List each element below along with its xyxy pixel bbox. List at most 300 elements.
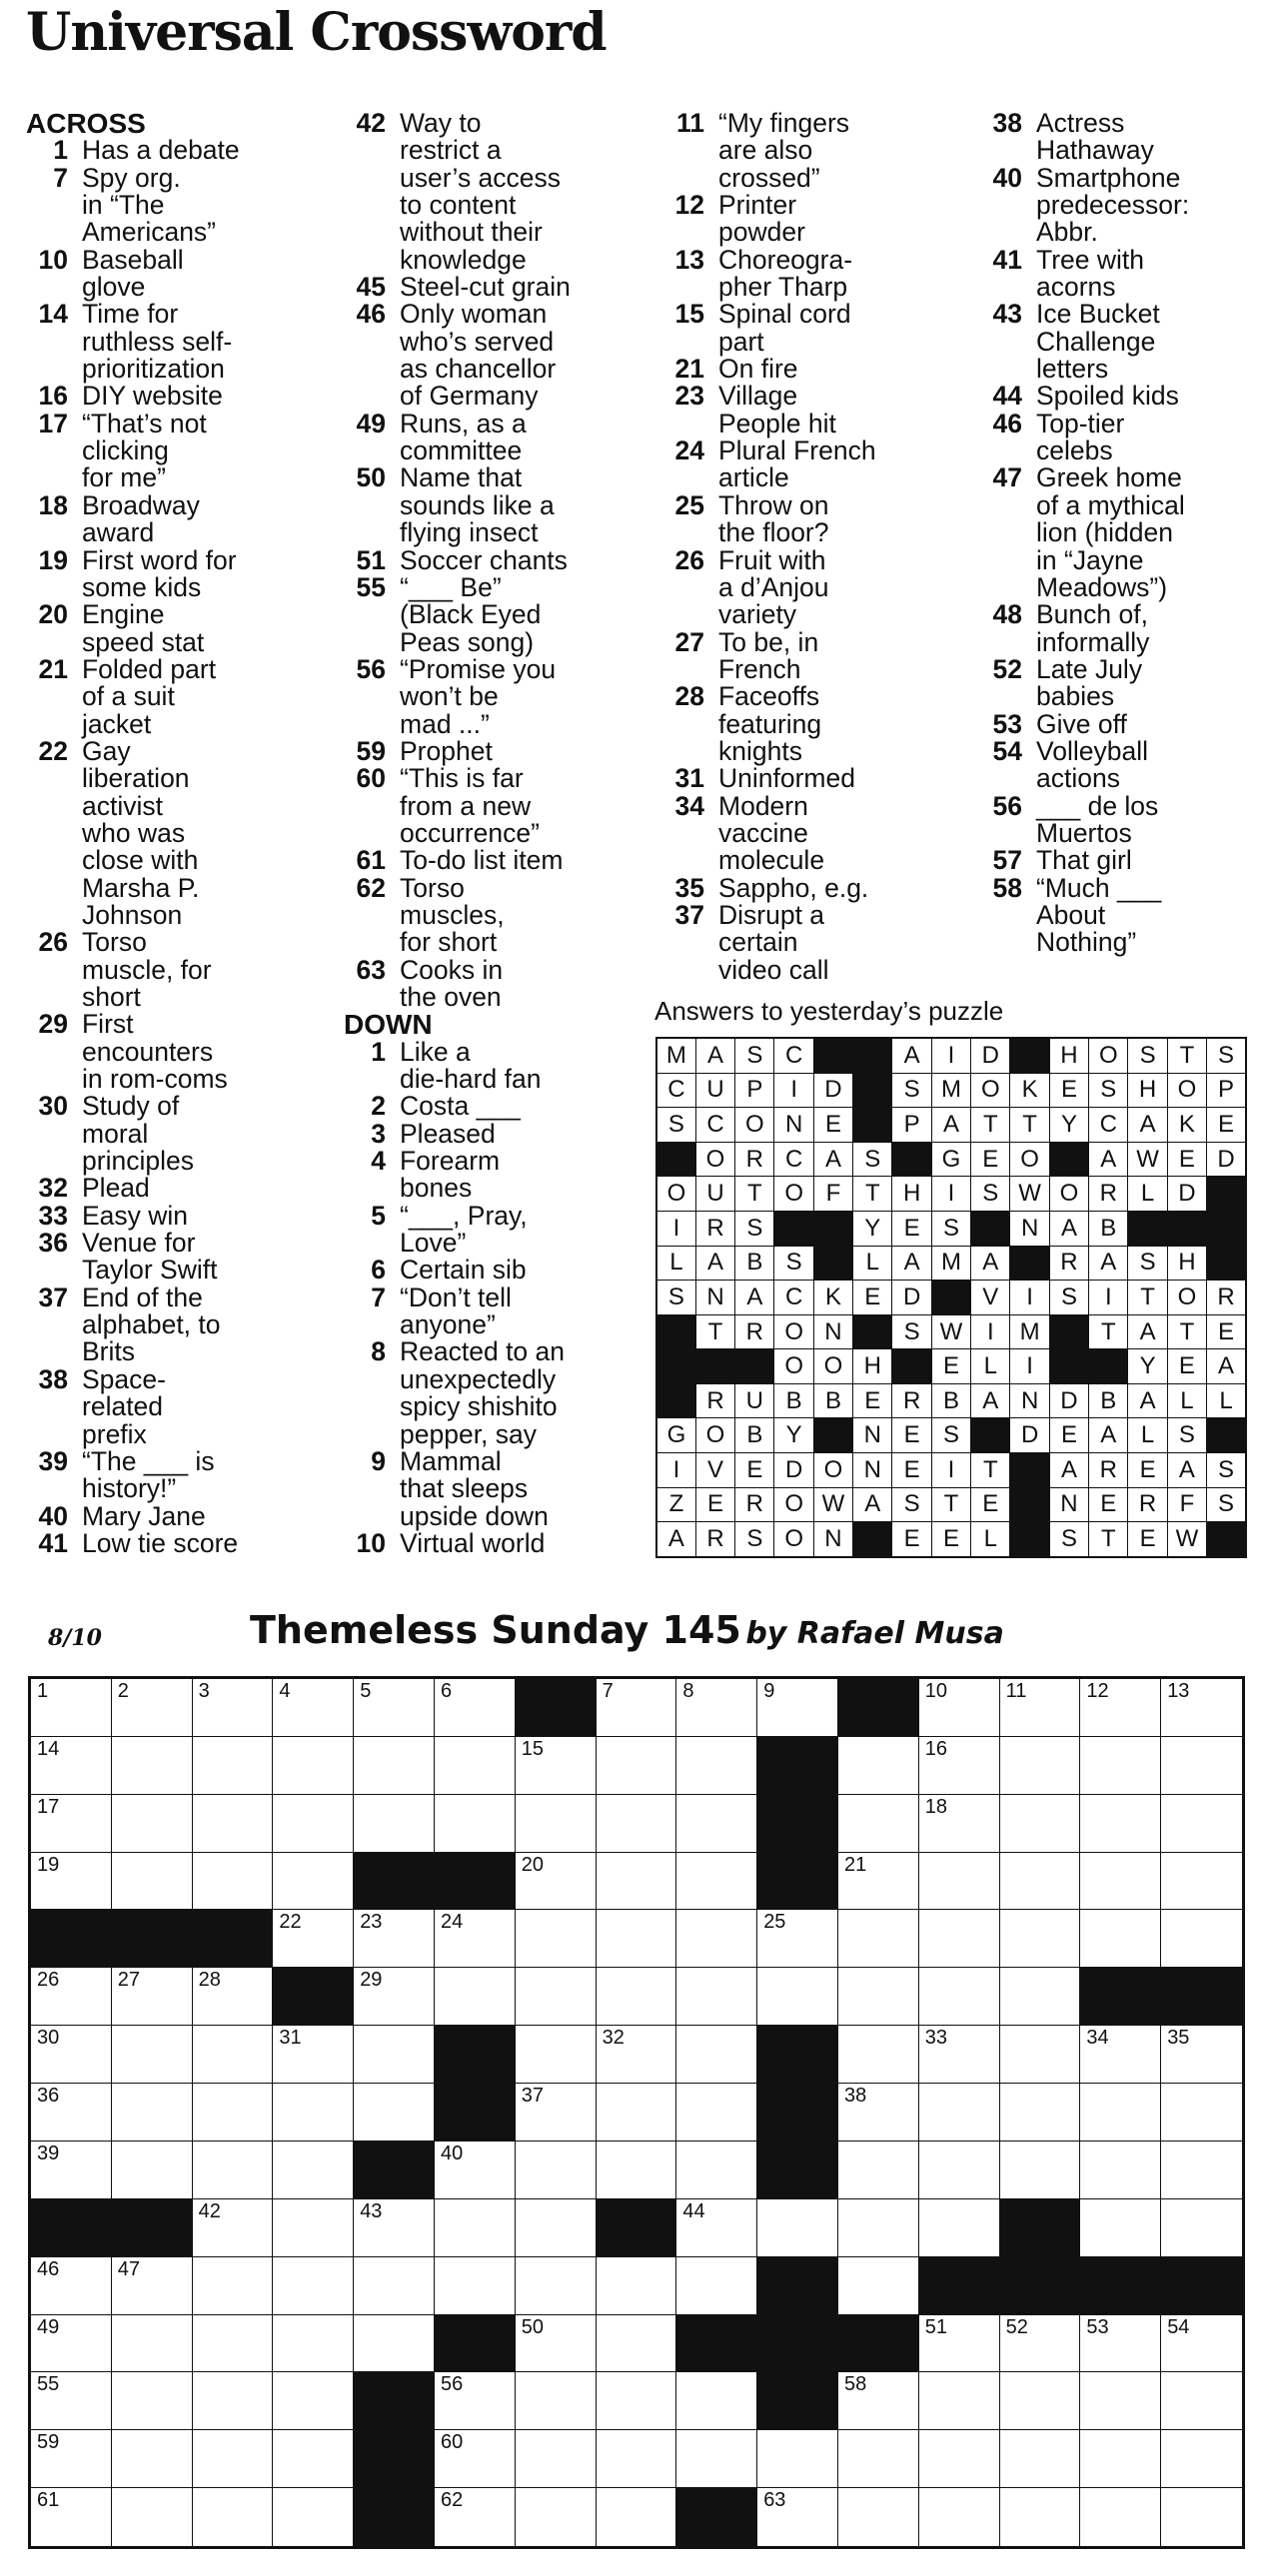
grid-cell[interactable] bbox=[919, 1910, 1000, 1968]
clue-number: 10 bbox=[356, 1527, 386, 1558]
grid-cell[interactable] bbox=[1161, 1795, 1242, 1853]
answer-letter: A bbox=[892, 1038, 931, 1073]
grid-cell[interactable] bbox=[838, 1737, 919, 1795]
grid-cell[interactable] bbox=[597, 1737, 677, 1795]
answer-letter: T bbox=[1167, 1314, 1206, 1349]
grid-cell[interactable] bbox=[354, 1737, 435, 1795]
grid-cell[interactable] bbox=[516, 1795, 597, 1853]
grid-cell[interactable] bbox=[757, 1968, 838, 2026]
grid-cell[interactable] bbox=[919, 2315, 1000, 2373]
answer-letter: A bbox=[1089, 1142, 1128, 1177]
cell-number: 31 bbox=[279, 2027, 302, 2050]
cell-number: 43 bbox=[360, 2199, 383, 2222]
down-clue bbox=[980, 790, 1265, 848]
grid-cell[interactable] bbox=[435, 1968, 516, 2026]
grid-cell[interactable] bbox=[676, 2026, 757, 2084]
grid-cell[interactable] bbox=[1000, 2488, 1081, 2546]
across-clue bbox=[26, 653, 326, 739]
grid-cell[interactable] bbox=[1080, 2488, 1161, 2546]
grid-cell[interactable] bbox=[676, 2142, 757, 2199]
grid-cell[interactable] bbox=[273, 2084, 354, 2142]
answer-letter: E bbox=[1207, 1108, 1246, 1143]
clue-line: “That’s not bbox=[82, 408, 207, 438]
grid-cell[interactable] bbox=[31, 2026, 112, 2084]
grid-cell[interactable] bbox=[676, 1910, 757, 1968]
grid-cell[interactable] bbox=[676, 2199, 757, 2257]
grid-cell[interactable] bbox=[1000, 2315, 1081, 2373]
answer-letter: O bbox=[1010, 1142, 1049, 1177]
grid-cell[interactable] bbox=[1000, 2372, 1081, 2430]
clue-line: “The ___ is bbox=[82, 1445, 215, 1476]
grid-cell[interactable] bbox=[31, 2315, 112, 2373]
grid-cell[interactable] bbox=[1000, 1910, 1081, 1968]
grid-cell[interactable] bbox=[193, 1679, 274, 1737]
down-clue bbox=[344, 1200, 643, 1259]
clue-line: featuring bbox=[718, 708, 822, 739]
grid-cell[interactable] bbox=[838, 1853, 919, 1911]
grid-cell[interactable] bbox=[597, 2488, 677, 2546]
down-clue bbox=[344, 1338, 643, 1447]
answer-letter: C bbox=[1089, 1108, 1128, 1143]
grid-cell[interactable] bbox=[1000, 2430, 1081, 2488]
grid-cell[interactable] bbox=[1080, 1910, 1161, 1968]
grid-cell[interactable] bbox=[1080, 2372, 1161, 2430]
clue-column-1 bbox=[26, 110, 326, 1557]
grid-cell[interactable] bbox=[919, 2026, 1000, 2084]
grid-cell[interactable] bbox=[597, 2084, 677, 2142]
grid-cell[interactable] bbox=[757, 2430, 838, 2488]
clue-text bbox=[82, 1363, 326, 1449]
answer-letter: R bbox=[1089, 1453, 1128, 1488]
grid-cell[interactable] bbox=[838, 2488, 919, 2546]
answer-letter: S bbox=[1128, 1038, 1167, 1073]
clue-line: acorns bbox=[1036, 272, 1116, 303]
clue-number: 51 bbox=[356, 544, 386, 575]
grid-cell[interactable] bbox=[597, 1968, 677, 2026]
grid-cell[interactable] bbox=[273, 1679, 354, 1737]
clue-number: 35 bbox=[674, 872, 704, 903]
answer-letter: S bbox=[1207, 1038, 1246, 1073]
grid-cell[interactable] bbox=[1161, 2142, 1242, 2199]
grid-cell[interactable] bbox=[112, 2372, 193, 2430]
grid-cell[interactable] bbox=[273, 1737, 354, 1795]
clue-line: as chancellor bbox=[400, 354, 557, 385]
clue-text bbox=[400, 1527, 643, 1558]
grid-cell[interactable] bbox=[354, 1795, 435, 1853]
grid-cell[interactable] bbox=[435, 1910, 516, 1968]
clue-column-2 bbox=[344, 110, 643, 1557]
grid-cell[interactable] bbox=[597, 1853, 677, 1911]
answer-black-square bbox=[853, 1038, 892, 1073]
grid-cell[interactable] bbox=[354, 2199, 435, 2257]
cell-number: 17 bbox=[37, 1795, 60, 1818]
grid-cell[interactable] bbox=[112, 1795, 193, 1853]
grid-cell[interactable] bbox=[516, 2430, 597, 2488]
clue-line: liberation bbox=[82, 763, 190, 794]
cell-number: 28 bbox=[198, 1969, 221, 1992]
grid-cell[interactable] bbox=[1161, 1679, 1242, 1737]
grid-cell[interactable] bbox=[516, 1853, 597, 1911]
grid-cell[interactable] bbox=[919, 2199, 1000, 2257]
clue-number: 54 bbox=[992, 735, 1022, 766]
answer-letter: M bbox=[931, 1246, 970, 1281]
grid-cell[interactable] bbox=[516, 2257, 597, 2315]
grid-cell[interactable] bbox=[273, 2315, 354, 2373]
clue-line: Venue for bbox=[82, 1228, 196, 1259]
answer-letter: S bbox=[1207, 1453, 1246, 1488]
grid-cell[interactable] bbox=[193, 1968, 274, 2026]
grid-cell[interactable] bbox=[273, 2199, 354, 2257]
grid-cell[interactable] bbox=[676, 2372, 757, 2430]
down-clue bbox=[980, 110, 1265, 165]
cell-number: 58 bbox=[844, 2373, 867, 2396]
grid-cell[interactable] bbox=[1161, 2372, 1242, 2430]
grid-cell[interactable] bbox=[838, 2142, 919, 2199]
grid-cell[interactable] bbox=[273, 1910, 354, 1968]
grid-cell[interactable] bbox=[31, 1968, 112, 2026]
grid-cell[interactable] bbox=[31, 1795, 112, 1853]
across-clue bbox=[344, 544, 643, 575]
grid-cell[interactable] bbox=[516, 2315, 597, 2373]
grid-cell[interactable] bbox=[676, 1853, 757, 1911]
answer-letter: N bbox=[695, 1281, 734, 1315]
grid-cell[interactable] bbox=[435, 2257, 516, 2315]
grid-cell[interactable] bbox=[273, 2257, 354, 2315]
grid-cell[interactable] bbox=[838, 2199, 919, 2257]
answer-letter: S bbox=[1049, 1281, 1088, 1315]
grid-cell[interactable] bbox=[31, 2488, 112, 2546]
clue-text bbox=[1036, 735, 1265, 794]
grid-cell[interactable] bbox=[838, 2026, 919, 2084]
black-square bbox=[112, 1910, 193, 1968]
grid-cell[interactable] bbox=[31, 1679, 112, 1737]
grid-cell[interactable] bbox=[757, 2199, 838, 2257]
clue-number: 1 bbox=[371, 1036, 386, 1067]
grid-cell[interactable] bbox=[1000, 2084, 1081, 2142]
grid-cell[interactable] bbox=[597, 2257, 677, 2315]
grid-cell[interactable] bbox=[273, 2142, 354, 2199]
clue-line: Printer bbox=[718, 190, 797, 221]
clue-line: Smartphone bbox=[1036, 162, 1181, 193]
grid-cell[interactable] bbox=[1161, 1737, 1242, 1795]
grid-cell[interactable] bbox=[597, 1910, 677, 1968]
clue-text bbox=[82, 1011, 326, 1093]
clue-text bbox=[82, 1527, 326, 1558]
grid-cell[interactable] bbox=[1080, 2199, 1161, 2257]
grid-cell[interactable] bbox=[919, 1679, 1000, 1737]
grid-cell[interactable] bbox=[193, 2315, 274, 2373]
grid-cell[interactable] bbox=[1000, 1853, 1081, 1911]
grid-cell[interactable] bbox=[516, 2488, 597, 2546]
clue-line: Way to bbox=[400, 108, 482, 138]
grid-cell[interactable] bbox=[919, 1853, 1000, 1911]
answer-letter: L bbox=[971, 1522, 1010, 1557]
grid-cell[interactable] bbox=[597, 2372, 677, 2430]
grid-cell[interactable] bbox=[676, 1679, 757, 1737]
grid-cell[interactable] bbox=[1000, 1737, 1081, 1795]
grid-cell[interactable] bbox=[516, 2142, 597, 2199]
answer-letter: T bbox=[971, 1108, 1010, 1143]
grid-cell[interactable] bbox=[31, 1737, 112, 1795]
grid-cell[interactable] bbox=[354, 1679, 435, 1737]
grid-cell[interactable] bbox=[435, 1679, 516, 1737]
grid-cell[interactable] bbox=[273, 2430, 354, 2488]
grid-cell[interactable] bbox=[435, 2430, 516, 2488]
grid-cell[interactable] bbox=[597, 2026, 677, 2084]
grid-cell[interactable] bbox=[31, 2372, 112, 2430]
grid-cell[interactable] bbox=[1080, 2084, 1161, 2142]
clue-text bbox=[718, 356, 962, 383]
grid-cell[interactable] bbox=[838, 2430, 919, 2488]
grid-cell[interactable] bbox=[1161, 2430, 1242, 2488]
grid-cell[interactable] bbox=[193, 2257, 274, 2315]
black-square bbox=[676, 2315, 757, 2373]
clue-text bbox=[400, 464, 643, 546]
grid-cell[interactable] bbox=[838, 2257, 919, 2315]
grid-cell[interactable] bbox=[193, 1737, 274, 1795]
cell-number: 7 bbox=[602, 1680, 614, 1702]
grid-cell[interactable] bbox=[838, 1795, 919, 1853]
across-clue bbox=[26, 1230, 326, 1285]
grid-cell[interactable] bbox=[516, 1737, 597, 1795]
clue-text bbox=[82, 601, 326, 656]
grid-cell[interactable] bbox=[1000, 1795, 1081, 1853]
grid-cell[interactable] bbox=[1161, 2026, 1242, 2084]
black-square bbox=[757, 2084, 838, 2142]
clue-line: alphabet, to bbox=[82, 1309, 221, 1340]
grid-cell[interactable] bbox=[1080, 1679, 1161, 1737]
grid-cell[interactable] bbox=[193, 2430, 274, 2488]
clue-text bbox=[718, 192, 962, 247]
answer-letter: N bbox=[813, 1522, 852, 1557]
grid-cell[interactable] bbox=[193, 2199, 274, 2257]
grid-cell[interactable] bbox=[838, 1968, 919, 2026]
grid-cell[interactable] bbox=[273, 2026, 354, 2084]
grid-cell[interactable] bbox=[919, 2372, 1000, 2430]
grid-cell[interactable] bbox=[919, 2488, 1000, 2546]
grid-cell[interactable] bbox=[597, 2315, 677, 2373]
grid-cell[interactable] bbox=[112, 1679, 193, 1737]
grid-cell[interactable] bbox=[31, 1853, 112, 1911]
grid-cell[interactable] bbox=[1161, 2084, 1242, 2142]
down-clue bbox=[980, 162, 1265, 248]
clue-line: for short bbox=[400, 927, 498, 958]
clue-number: 36 bbox=[38, 1228, 68, 1259]
clue-text bbox=[82, 1175, 326, 1202]
clue-column-4 bbox=[980, 110, 1265, 957]
grid-cell[interactable] bbox=[435, 1795, 516, 1853]
grid-cell[interactable] bbox=[676, 2084, 757, 2142]
grid-cell[interactable] bbox=[676, 2430, 757, 2488]
grid-cell[interactable] bbox=[1000, 2026, 1081, 2084]
clue-number: 41 bbox=[38, 1527, 68, 1558]
grid-cell[interactable] bbox=[757, 2488, 838, 2546]
grid-cell[interactable] bbox=[1080, 1795, 1161, 1853]
grid-cell[interactable] bbox=[838, 2084, 919, 2142]
down-clue bbox=[980, 735, 1265, 794]
answer-letter: C bbox=[774, 1038, 813, 1073]
grid-cell[interactable] bbox=[31, 2084, 112, 2142]
grid-cell[interactable] bbox=[112, 1737, 193, 1795]
grid-cell[interactable] bbox=[919, 2430, 1000, 2488]
grid-cell[interactable] bbox=[435, 2142, 516, 2199]
grid-cell[interactable] bbox=[193, 1853, 274, 1911]
grid-cell[interactable] bbox=[1161, 2488, 1242, 2546]
grid-cell[interactable] bbox=[676, 1795, 757, 1853]
grid-cell[interactable] bbox=[193, 2488, 274, 2546]
answer-letter: D bbox=[892, 1281, 931, 1315]
grid-cell[interactable] bbox=[112, 1853, 193, 1911]
grid-cell[interactable] bbox=[31, 2430, 112, 2488]
grid-cell[interactable] bbox=[354, 2257, 435, 2315]
black-square bbox=[838, 2315, 919, 2373]
grid-cell[interactable] bbox=[112, 2488, 193, 2546]
grid-cell[interactable] bbox=[838, 2372, 919, 2430]
grid-cell[interactable] bbox=[516, 2372, 597, 2430]
grid-cell[interactable] bbox=[516, 2026, 597, 2084]
grid-cell[interactable] bbox=[112, 1968, 193, 2026]
clue-line: Broadway bbox=[82, 489, 200, 520]
grid-cell[interactable] bbox=[112, 2257, 193, 2315]
clue-line: close with bbox=[82, 845, 199, 876]
grid-cell[interactable] bbox=[919, 2142, 1000, 2199]
grid-cell[interactable] bbox=[31, 2257, 112, 2315]
answer-black-square bbox=[1049, 1142, 1088, 1177]
grid-cell[interactable] bbox=[597, 2430, 677, 2488]
grid-cell[interactable] bbox=[193, 2026, 274, 2084]
grid-cell[interactable] bbox=[354, 1910, 435, 1968]
cell-number: 51 bbox=[924, 2315, 948, 2338]
grid-cell[interactable] bbox=[112, 2315, 193, 2373]
grid-cell[interactable] bbox=[354, 1968, 435, 2026]
grid-cell[interactable] bbox=[435, 1737, 516, 1795]
across-clue bbox=[344, 735, 643, 766]
grid-cell[interactable] bbox=[516, 1910, 597, 1968]
clue-line: some kids bbox=[82, 571, 202, 602]
down-clue bbox=[662, 765, 962, 792]
grid-cell[interactable] bbox=[1000, 1968, 1081, 2026]
grid-cell[interactable] bbox=[273, 1795, 354, 1853]
grid-cell[interactable] bbox=[435, 2199, 516, 2257]
grid-cell[interactable] bbox=[676, 2257, 757, 2315]
cell-number: 14 bbox=[37, 1737, 60, 1760]
grid-cell[interactable] bbox=[273, 2488, 354, 2546]
grid-cell[interactable] bbox=[354, 2315, 435, 2373]
cell-number: 27 bbox=[117, 1969, 141, 1992]
clue-line: That girl bbox=[1036, 845, 1132, 876]
clue-number: 20 bbox=[38, 599, 68, 630]
grid-cell[interactable] bbox=[354, 2026, 435, 2084]
grid-cell[interactable] bbox=[757, 1910, 838, 1968]
clue-text bbox=[1036, 464, 1265, 601]
answer-black-square bbox=[813, 1211, 852, 1246]
grid-cell[interactable] bbox=[676, 1968, 757, 2026]
black-square bbox=[31, 1910, 112, 1968]
across-clue bbox=[26, 1282, 326, 1367]
across-clue bbox=[344, 847, 643, 874]
black-square bbox=[757, 2315, 838, 2373]
cell-number: 33 bbox=[924, 2027, 948, 2050]
clue-text bbox=[1036, 408, 1265, 466]
grid-cell[interactable] bbox=[676, 1737, 757, 1795]
grid-cell[interactable] bbox=[1161, 2199, 1242, 2257]
clue-number: 7 bbox=[53, 162, 68, 193]
clue-line: molecule bbox=[718, 845, 825, 876]
cell-number: 37 bbox=[521, 2085, 545, 2108]
answer-letter: E bbox=[1128, 1453, 1167, 1488]
across-clue bbox=[26, 601, 326, 656]
answer-black-square bbox=[813, 1038, 852, 1073]
grid-cell[interactable] bbox=[273, 1853, 354, 1911]
grid-cell[interactable] bbox=[193, 2084, 274, 2142]
grid-cell[interactable] bbox=[112, 2430, 193, 2488]
grid-cell[interactable] bbox=[1080, 1853, 1161, 1911]
grid-cell[interactable] bbox=[1080, 2430, 1161, 2488]
grid-cell[interactable] bbox=[31, 2142, 112, 2199]
grid-cell[interactable] bbox=[838, 1910, 919, 1968]
grid-cell[interactable] bbox=[516, 2084, 597, 2142]
answer-letter: B bbox=[1089, 1211, 1128, 1246]
clue-text bbox=[718, 790, 962, 876]
grid-cell[interactable] bbox=[1000, 1679, 1081, 1737]
grid-cell[interactable] bbox=[919, 1968, 1000, 2026]
answer-letter: W bbox=[931, 1314, 970, 1349]
clue-line: First word for bbox=[82, 544, 237, 575]
clue-text bbox=[82, 1500, 326, 1531]
grid-cell[interactable] bbox=[919, 2084, 1000, 2142]
grid-cell[interactable] bbox=[1161, 2315, 1242, 2373]
across-clue bbox=[26, 1527, 326, 1558]
grid-cell[interactable] bbox=[112, 2026, 193, 2084]
clue-number: 2 bbox=[371, 1091, 386, 1122]
grid-cell[interactable] bbox=[435, 2372, 516, 2430]
clue-line: of a suit bbox=[82, 681, 175, 712]
grid-cell[interactable] bbox=[516, 2199, 597, 2257]
answer-letter: B bbox=[735, 1418, 774, 1453]
grid-cell[interactable] bbox=[919, 1795, 1000, 1853]
grid-cell[interactable] bbox=[597, 1795, 677, 1853]
grid-cell[interactable] bbox=[273, 2372, 354, 2430]
grid-cell[interactable] bbox=[193, 2142, 274, 2199]
black-square bbox=[757, 2026, 838, 2084]
grid-cell[interactable] bbox=[1080, 2315, 1161, 2373]
grid-cell[interactable] bbox=[112, 2084, 193, 2142]
clue-line: Only woman bbox=[400, 299, 548, 330]
answer-letter: O bbox=[695, 1418, 734, 1453]
grid-cell[interactable] bbox=[435, 2488, 516, 2546]
grid-cell[interactable] bbox=[1080, 1737, 1161, 1795]
grid-cell[interactable] bbox=[1080, 2142, 1161, 2199]
grid-cell[interactable] bbox=[919, 1737, 1000, 1795]
grid-cell[interactable] bbox=[1161, 1910, 1242, 1968]
answer-letter: S bbox=[1128, 1246, 1167, 1281]
grid-cell[interactable] bbox=[1000, 2142, 1081, 2199]
grid-cell[interactable] bbox=[757, 1679, 838, 1737]
grid-cell[interactable] bbox=[597, 1679, 677, 1737]
grid-cell[interactable] bbox=[193, 1795, 274, 1853]
grid-cell[interactable] bbox=[354, 2084, 435, 2142]
across-clue bbox=[26, 1200, 326, 1231]
grid-cell[interactable] bbox=[193, 2372, 274, 2430]
grid-cell[interactable] bbox=[112, 2142, 193, 2199]
answer-letter: S bbox=[931, 1418, 970, 1453]
answer-black-square bbox=[1049, 1349, 1088, 1384]
clue-line: clicking bbox=[82, 435, 169, 466]
grid-cell[interactable] bbox=[516, 1968, 597, 2026]
grid-cell[interactable] bbox=[1161, 1853, 1242, 1911]
grid-cell[interactable] bbox=[597, 2142, 677, 2199]
grid-cell[interactable] bbox=[1080, 2026, 1161, 2084]
